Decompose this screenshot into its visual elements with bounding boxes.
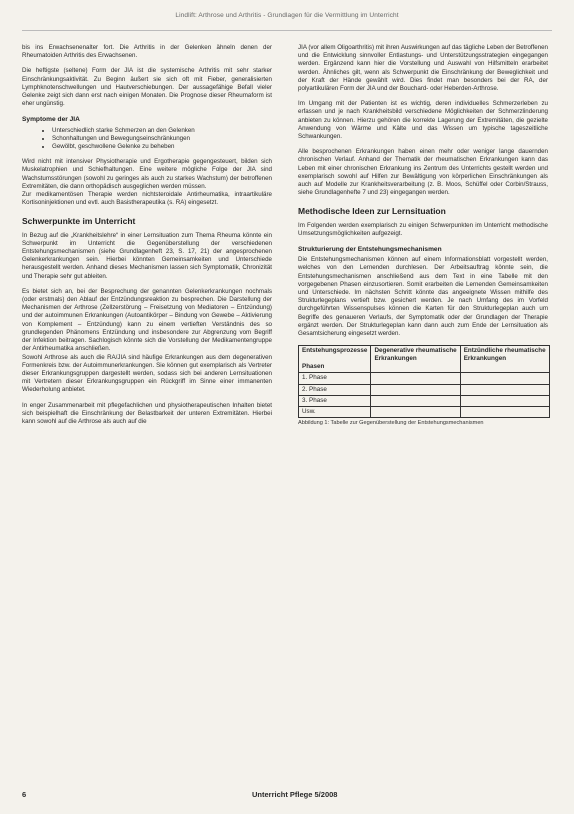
schwerpunkte-heading: Schwerpunkte im Unterricht — [22, 216, 136, 227]
header-phasen: Phasen — [302, 363, 325, 371]
header-entstehungsprozesse: Entstehungsprozesse — [302, 347, 368, 355]
table-header-cell — [299, 346, 371, 373]
table-header-cell: Entzündliche rheumatische Erkrankungen — [460, 346, 549, 373]
table-cell — [371, 406, 460, 417]
left-paragraph-8: In enger Zusammenarbeit mit pflegefachlichen und physiotherapeutischen Inhalten bietet sich beispielhaft die Einschränkung der Belastbarkeit der unteren Extremitäten. Hierbei kann sowohl auf die Arthrose als auch auf die — [22, 401, 272, 425]
table-cell — [460, 373, 549, 384]
table-cell-phase: Usw. — [299, 406, 371, 417]
methodische-heading: Methodische Ideen zur Lernsituation — [298, 206, 446, 217]
table-cell — [371, 384, 460, 395]
left-paragraph-3: Wird nicht mit intensiver Physiotherapie und Ergotherapie gegengesteuert, bilden sich Muskelatrophien und Schiefhaltungen. Eine weitere mögliche Folge der JIA sind Wachstumsstörungen (sowohl zu geringes als auch zu starkes Wachstum) der betroffenen Extremitäten, die dann orthopädisch ausgeglichen werden müssen. — [22, 158, 272, 190]
symptome-list — [22, 127, 272, 152]
page-number: 6 — [22, 790, 27, 799]
magazine-issue: Unterricht Pflege 5/2008 — [252, 790, 338, 799]
table-cell-phase: 2. Phase — [299, 384, 371, 395]
symptome-heading: Symptome der JIA — [22, 116, 80, 124]
right-paragraph-3: Alle besprochenen Erkrankungen haben einen mehr oder weniger lange dauernden chronischen Verlauf. Anhand der Thematik der rheumatischen Erkrankungen kann das Leben mit einer chronischen Erkrankung ins Zentrum des Unterrichts gestellt werden und exemplarisch sowohl auf Hilfen zur Bewältigung von körperlichen Einschränkungen als auch auf Modelle zur Krankheitsverarbeitung (z. B. Moos, Schüffel oder Corbin/Strauss, siehe Grundlagenhefte 7 und 23) eingegangen werden. — [298, 148, 548, 197]
table-row — [299, 395, 550, 406]
left-column — [22, 44, 272, 433]
left-paragraph-6: Es bietet sich an, bei der Besprechung der genannten Gelenkerkrankungen nochmals (oder erstmals) den Ablauf der Entzündungsreaktion zu besprechen. Die Darstellung der Mechanismen der Arthrose (Zellzerstörung – Freisetzung von Mediatoren – Entzündung) und der autoimmunen Erkrankungen (Autoantikörper – Bindung von Gewebe – Aktivierung von Komplement – Entzündung) kann zu einem vertieften Verständnis des so grundlegenden Phänomens Entzündung und insbesondere zur Abgrenzung vom Begriff der Infektion beitragen. Sachlogisch könnte sich die Vorstellung der Medikamentengruppe der Antirheumatika anschließen. — [22, 287, 272, 353]
right-paragraph-1: JIA (vor allem Oligoarthritis) mit ihren Auswirkungen auf das tägliche Leben der Betroffenen und die Entwicklung sinnvoller Entlastungs- und Unterstützungsstrategien eingegangen werden. Ergänzend kann hier die Vorstellung und Auswahl von Hilfsmitteln erarbeitet werden. Ähnliches gilt, wenn als Schwerpunkt die Einschränkung der Beweglichkeit und der Kraft der Hände gewählt wird. Dies findet man besonders bei der RA, der polyartikulären Form der JIA und der Bouchard- oder Heberden-Arthrose. — [298, 44, 548, 93]
table-header-row — [299, 346, 550, 373]
right-paragraph-2: Im Umgang mit der Patienten ist es wichtig, deren individuelles Schmerzerleben zu erfassen und je nach Krankheitsbild verschiedene Möglichkeiten der Schmerzlinderung anbieten zu können. Hierzu gehören die korrekte Lagerung der Extremitäten, die gezielte Anwendung von Wärme und Kälte und das Wissen um typische tageszeitliche Schwankungen. — [298, 100, 548, 141]
left-paragraph-4: Zur medikamentösen Therapie werden nichtsteroidale Antirheumatika, intraartikuläre Kortisoninjektionen und evtl. auch Basistherapeutika (s. RA) eingesetzt. — [22, 191, 272, 207]
right-paragraph-4: Im Folgenden werden exemplarisch zu einigen Schwerpunkten im Unterricht methodische Umsetzungsmöglichkeiten aufgezeigt. — [298, 221, 548, 237]
table-cell — [460, 406, 549, 417]
table-row — [299, 406, 550, 417]
left-paragraph-5: In Bezug auf die „Krankheitslehre“ in einer Lernsituation zum Thema Rheuma könnte ein Schwerpunkt im Unterricht die Gegenüberstellung der verschiedenen Entstehungsmechanismen (siehe Grundlagenheft 23, S. 17, 21) der angesprochenen Gelenkerkrankungen sein. Hierbei könnten Gemeinsamkeiten und Unterschiede herausgestellt werden. Anhand dieses Mechanismen lassen sich Symptomatik, Chronizität und Therapie sehr gut ableiten. — [22, 231, 272, 280]
table-row — [299, 373, 550, 384]
table-cell-phase: 1. Phase — [299, 373, 371, 384]
comparison-table — [298, 345, 550, 418]
strukturierung-heading: Strukturierung der Entstehungsmechanismen — [298, 246, 442, 254]
table-caption: Abbildung 1: Tabelle zur Gegenüberstellung der Entstehungsmechanismen — [298, 420, 484, 427]
table-cell — [460, 395, 549, 406]
symptome-item: • Unterschiedlich starke Schmerzen an den Gelenken — [52, 127, 272, 135]
table-row — [299, 384, 550, 395]
symptome-item: • Schonhaltungen und Bewegungseinschränkungen — [52, 135, 272, 143]
table-cell — [460, 384, 549, 395]
right-column — [298, 44, 548, 427]
table-cell — [371, 395, 460, 406]
table-cell-phase: 3. Phase — [299, 395, 371, 406]
symptome-item: • Gewölbt, geschwollene Gelenke zu beheben — [52, 143, 272, 151]
table-cell — [371, 373, 460, 384]
left-paragraph-7: Sowohl Arthrose als auch die RA/JIA sind häufige Erkrankungen aus dem degenerativen Formenkreis bzw. der Autoimmunerkrankungen. Sie können gut exemplarisch als Vertreter dieser Erkrankungsgruppen dargestellt werden, sodass sich bei anderen Lernsituationen mit Vertretern dieser Erkrankungsgruppen ein Rückgriff im Sinne einer immanenten Wiederholung anbietet. — [22, 353, 272, 394]
running-header: Lindlift: Arthrose und Arthritis - Grundlagen für die Vermittlung im Unterricht — [175, 12, 399, 19]
table-header-cell: Degenerative rheumatische Erkrankungen — [371, 346, 460, 373]
left-paragraph-2: Die heftigste (seltene) Form der JIA ist die systemische Arthritis mit sehr starker Einschränkungsaktivität. Zu Beginn äußert sie sich oft mit Fieber, generalisierten Lymphknotenschwellungen und Hautverschiebungen. Der aussagefähige Befall vieler Gelenke zeigt sich dann erst nach einigen Monaten. Die Prognose dieser Rheumaform ist eher ungünstig. — [22, 67, 272, 108]
header-rule — [22, 30, 552, 31]
right-paragraph-5: Die Entstehungsmechanismen können auf einem Informationsblatt vorgestellt werden, welches von den Lernenden durchlesen. Der Arbeitsauftrag könnte sein, die Entstehungsmechanismen anschließend aus dem Text in eine Tabelle mit den vorgegebenen Phasen einzusortieren. Somit erarbeiten die Lernenden Gemeinsamkeiten und Unterschiede. Im nächsten Schritt könnte das angeeignete Wissen mithilfe des Strukturlegeplans vertieft bzw. gesichert werden. Je nach Umfang des im Vorfeld durchgeführten Wissenspulses können die Karten für den Strukturlegeplan auch um Begriffe des genaueren Verlaufs, der Symptomatik oder der Grundlagen der Therapie ergänzt werden. Der Strukturlegeplan kann dann auch zum Ende der Lernsituation als Gesamtsicherung eingesetzt werden. — [298, 256, 548, 338]
left-paragraph-1: bis ins Erwachsenenalter fort. Die Arthritis in der Gelenken ähneln denen der Rheumatoiden Arthritis des Erwachsenen. — [22, 44, 272, 60]
